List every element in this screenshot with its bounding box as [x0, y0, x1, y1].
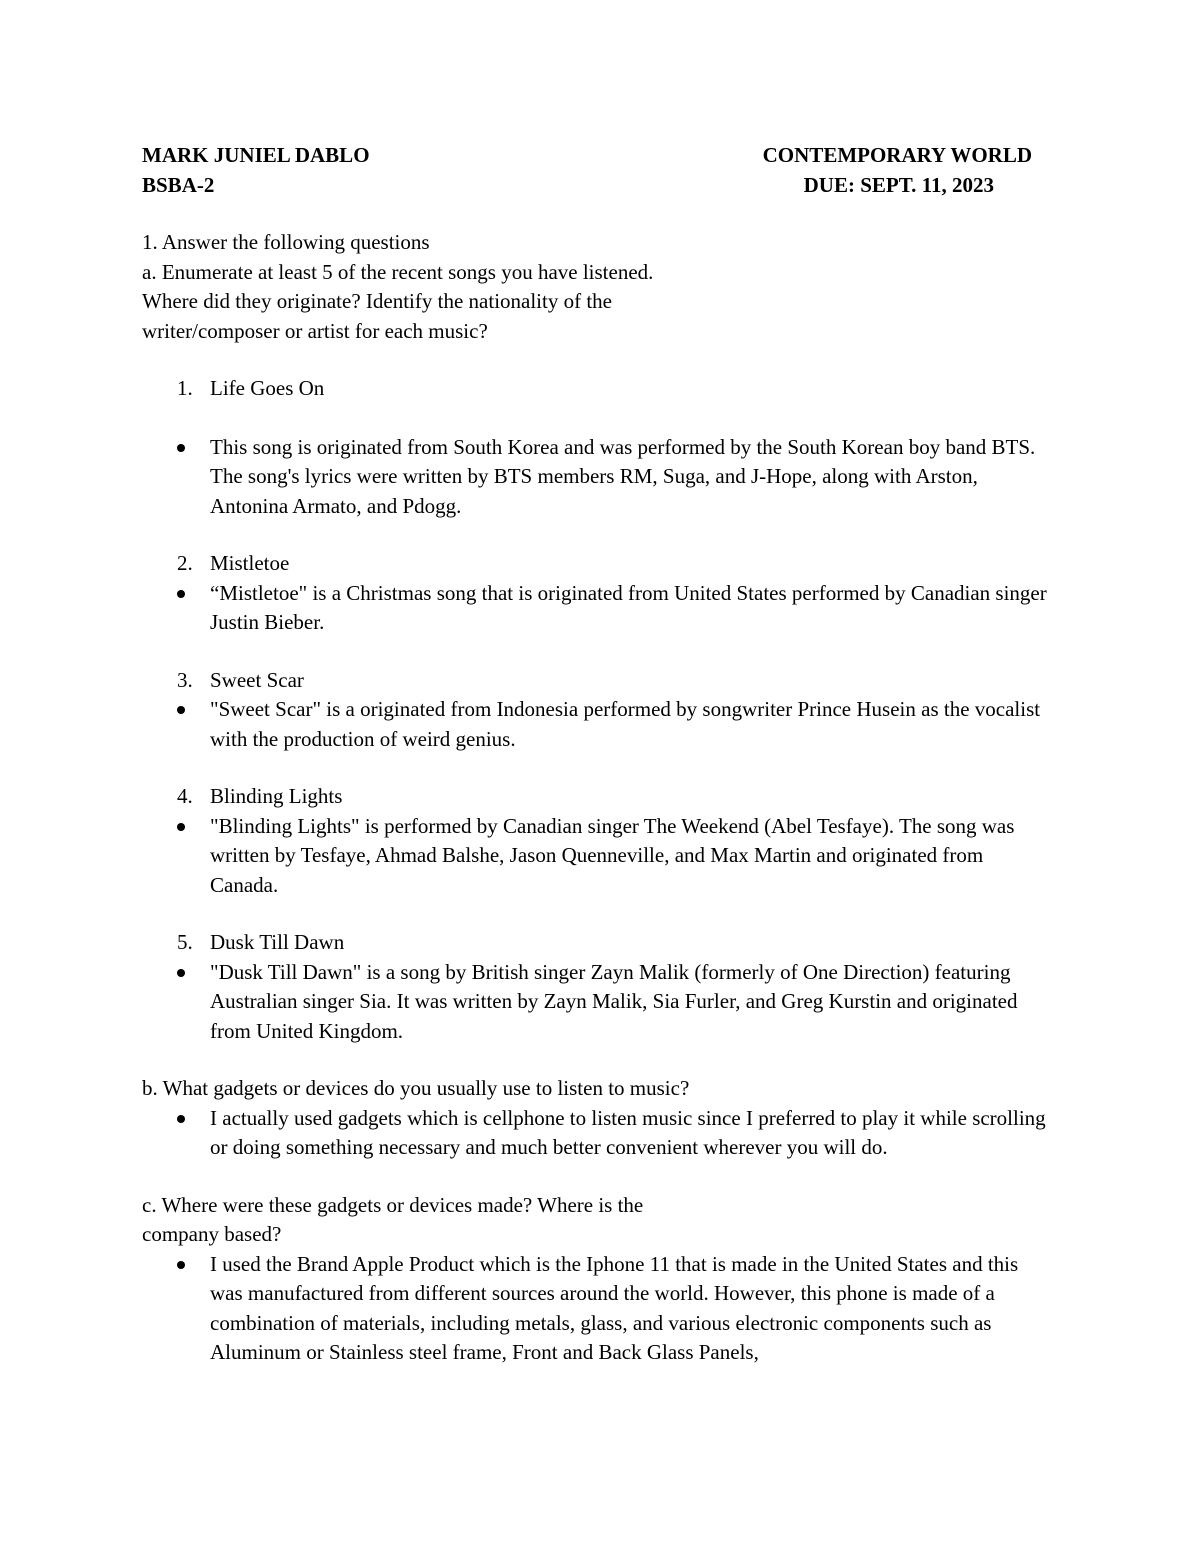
song-title-item [142, 928, 1062, 958]
bullet-icon [142, 1104, 210, 1163]
student-name: MARK JUNIEL DABLO [142, 143, 370, 167]
question-b: b. What gadgets or devices do you usually use to listen to music? [142, 1076, 690, 1100]
song-description-item [142, 958, 1062, 1047]
song-title: Sweet Scar [210, 667, 304, 692]
bullet-icon [142, 695, 210, 754]
question-c-line-1: c. Where were these gadgets or devices made? Where is the [142, 1192, 644, 1217]
question-a-line-3: writer/composer or artist for each music? [142, 318, 488, 343]
answer-c: I used the Brand Apple Product which is the Iphone 11 that is made in the United States and this was manufactured from different sources around the world. However, this phone is made of a combination of materials, including metals, glass, and various electronic components such as Aluminum or Stainless steel frame, Front and Back Glass Panels, [210, 1251, 1019, 1364]
bullet-icon [142, 579, 210, 638]
answer-c-item [142, 1250, 1062, 1368]
song-number: 1. [177, 376, 193, 400]
song-description-item [142, 695, 1062, 754]
song-description: "Dusk Till Dawn" is a song by British singer Zayn Malik (formerly of One Direction) featuring Australian singer Sia. It was written by Zayn Malik, Sia Furler, and Greg Kurstin and originated from United Kingdom. [210, 959, 1018, 1043]
song-title: Blinding Lights [210, 784, 343, 808]
question-c-line-2: company based? [142, 1222, 282, 1246]
answer-b: I actually used gadgets which is cellphone to listen music since I preferred to play it while scrolling or doing something necessary and much better convenient wherever you will do. [210, 1105, 1046, 1159]
instructions-heading: 1. Answer the following questions [142, 230, 430, 254]
song-title: Mistletoe [210, 551, 290, 575]
song-description: “Mistletoe" is a Christmas song that is originated from United States performed by Canadian singer Justin Bieber. [210, 580, 1047, 634]
song-title-item [142, 666, 1062, 696]
song-title: Dusk Till Dawn [210, 930, 345, 954]
song-number: 5. [177, 930, 193, 954]
song-description: "Blinding Lights" is performed by Canadian singer The Weekend (Abel Tesfaye). The song was written by Tesfaye, Ahmad Balshe, Jason Quenneville, and Max Martin and originated from Canada. [210, 813, 1015, 897]
song-title: Life Goes On [210, 376, 325, 400]
bullet-icon [142, 958, 210, 1047]
song-number: 4. [177, 784, 193, 808]
song-number: 3. [177, 667, 193, 692]
course-title: CONTEMPORARY WORLD [762, 143, 1032, 167]
header-row-1 [142, 140, 1062, 170]
question-a-line-2: Where did they originate? Identify the nationality of the [142, 289, 612, 313]
song-description: "Sweet Scar" is a originated from Indonesia performed by songwriter Prince Husein as the vocalist with the production of weird genius. [210, 697, 1041, 751]
document-page [142, 140, 1062, 1368]
song-description-item [142, 812, 1062, 901]
song-number: 2. [177, 551, 193, 575]
song-description-item [142, 433, 1062, 522]
document-header [142, 140, 1062, 200]
bullet-icon [142, 812, 210, 901]
song-description: This song is originated from South Korea and was performed by the South Korean boy band BTS. The song's lyrics were written by BTS members RM, Suga, and J-Hope, along with Arston, Antonina Armato, and Pdogg. [210, 434, 1036, 518]
bullet-icon [142, 1250, 210, 1368]
song-description-item [142, 579, 1062, 638]
due-date: DUE: SEPT. 11, 2023 [803, 173, 994, 197]
bullet-icon [142, 433, 210, 522]
song-title-item [142, 374, 1062, 404]
answer-b-item [142, 1104, 1062, 1163]
program-label: BSBA-2 [142, 173, 215, 197]
song-title-item [142, 782, 1062, 812]
question-a-line-1: a. Enumerate at least 5 of the recent songs you have listened. [142, 259, 654, 284]
header-row-2 [142, 170, 1062, 200]
song-title-item [142, 549, 1062, 579]
